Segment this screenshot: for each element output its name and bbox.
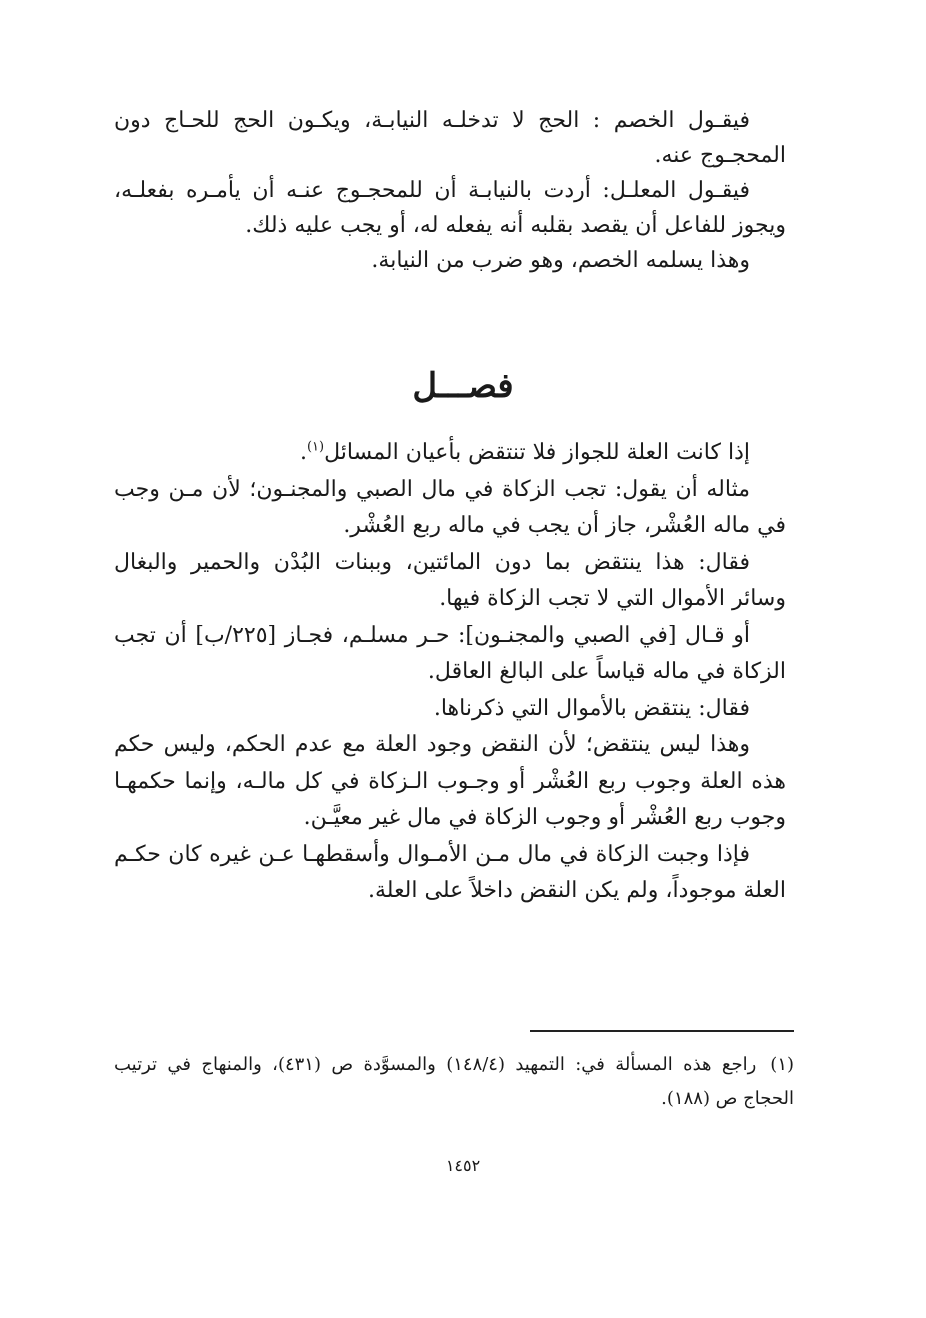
paragraph-example: مثاله أن يقول: تجب الزكاة في مال الصبي والمجنـون؛ لأن مـن وجب في ماله العُشْر، جاز أن يجب في ماله ربع العُشْر. — [114, 476, 786, 538]
paragraph-alternative: أو قـال [في الصبي والمجنـون]: حـر مسلـم، فجـاز [٢٢٥/ب] أن تجب الزكاة في ماله قياساً على البالغ العاقل. — [114, 622, 786, 684]
footnote — [114, 1048, 794, 1116]
paragraph-muallil-reply: فيقـول المعلـل: أردت بالنيابـة أن للمحجـوج عنـه أن يأمـره بفعلـه، ويجوز للفاعل أن يقصد بقلبه أنه يفعله له، أو يجب عليه ذلك. — [114, 178, 786, 238]
footnote-text: راجع هذه المسألة في: التمهيد (١٤٨/٤) والمسوَّدة ص (٤٣١)، والمنهاج في ترتيب الحجاج ص (١٨٨). — [114, 1054, 794, 1109]
page-number: ١٤٥٢ — [445, 1156, 481, 1175]
footnote-number: (١) — [770, 1054, 795, 1075]
top-text-block — [114, 103, 786, 278]
paragraph-objection-two: فقال: ينتقض بالأموال التي ذكرناها. — [433, 695, 750, 721]
footnote-divider — [530, 1030, 794, 1032]
section-heading: فصـــل — [412, 366, 514, 406]
paragraph-conclusion: وهذا يسلمه الخصم، وهو ضرب من النيابة. — [371, 248, 750, 273]
paragraph-rule — [114, 435, 786, 472]
paragraph-khasm-objection: فيقـول الخصم : الحج لا تدخلـه النيابـة، ويكـون الحج للحـاج دون المحجـوج عنه. — [114, 108, 786, 168]
rule-text: إذا كانت العلة للجواز فلا تنتقض بأعيان المسائل — [324, 440, 750, 465]
paragraph-refutation: وهذا ليس ينتقض؛ لأن النقض وجود العلة مع عدم الحكم، وليس حكم هذه العلة وجوب ربع العُشْر أو وجـوب الـزكاة في كل مالـه، وإنما حكمهـا وجوب ربع العُشْر أو وجوب الزكاة في مال غير معيَّـن. — [114, 732, 786, 830]
footnote-reference: (١) — [306, 439, 325, 455]
paragraph-final: فإذا وجبت الزكاة في مال مـن الأمـوال وأسقطهـا عـن غيره كان حكـم العلة موجوداً، ولم يكن النقض داخلاً على العلة. — [114, 841, 786, 903]
rule-end: . — [299, 440, 307, 465]
paragraph-objection-one: فقال: هذا ينتقض بما دون المائتين، وببنات البُدْن والحمير والبغال وسائر الأموال التي لا تجب الزكاة فيها. — [114, 549, 786, 611]
main-text-block — [114, 435, 786, 910]
